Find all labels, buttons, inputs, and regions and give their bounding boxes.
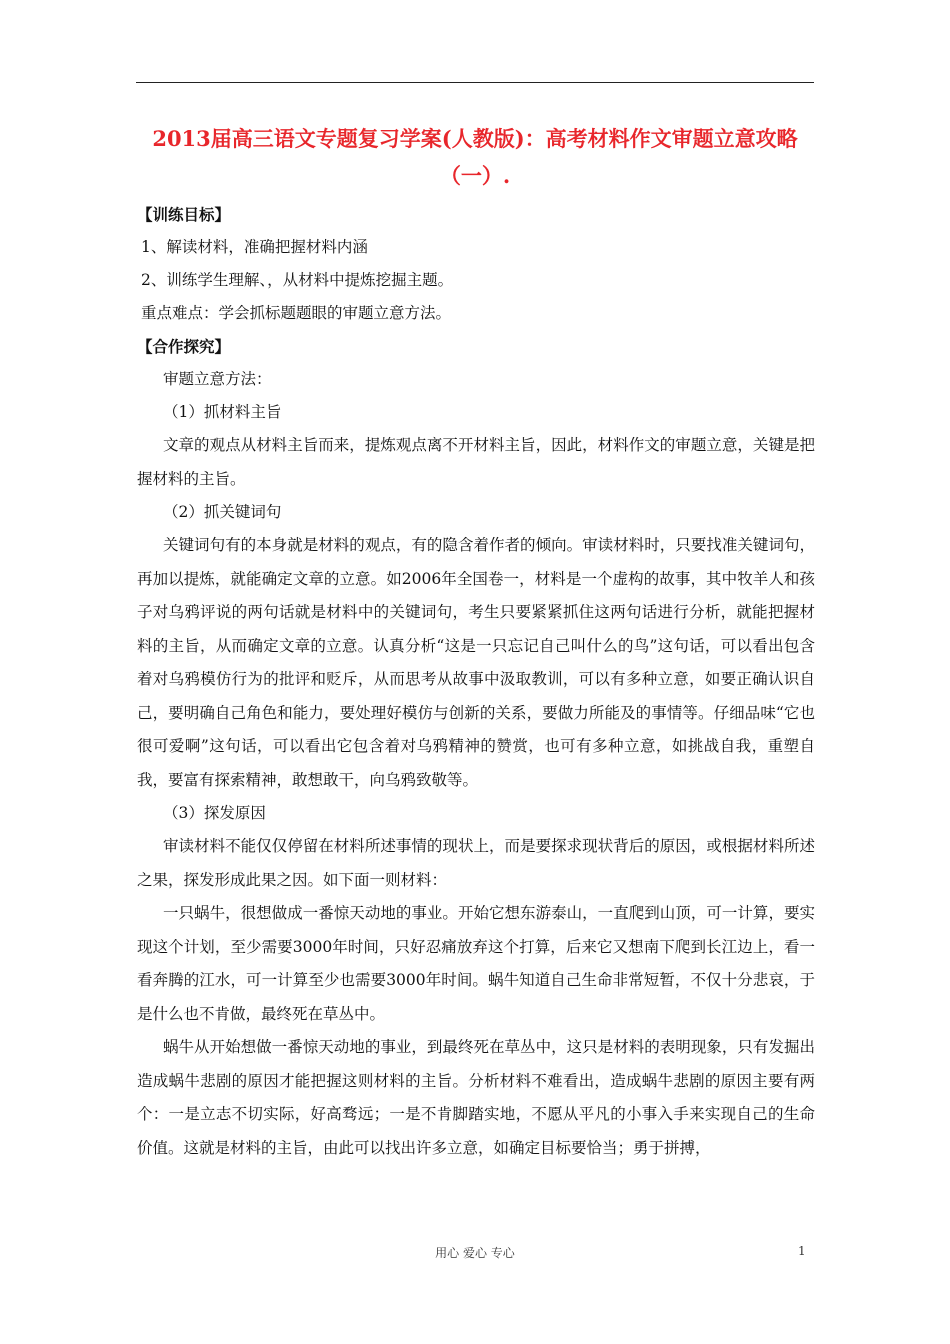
snail-analysis: 蜗牛从开始想做一番惊天动地的事业，到最终死在草丛中，这只是材料的表明现象，只有发掘出造成蜗牛悲剧的原因才能把握这则材料的主旨。分析材料不难看出，造成蜗牛悲剧的原因主要有两个：一是立志不切实际，好高骛远；一是不肯脚踏实地，不愿从平凡的小事入手来实现自己的生命价值。这就是材料的主旨，由此可以找出许多立意，如确定目标要恰当；勇于拼搏， <box>137 1038 815 1157</box>
document-body <box>137 198 815 1165</box>
section-heading-training-goals: 【训练目标】 <box>137 205 231 224</box>
section-heading-cooperative-exploration: 【合作探究】 <box>137 337 231 356</box>
method-1-title: （1）抓材料主旨 <box>163 403 282 421</box>
footer-motto: 用心 爱心 专心 <box>435 1246 515 1260</box>
method-2-text: 关键词句有的本身就是材料的观点，有的隐含着作者的倾向。审读材料时，只要找准关键词句，再加以提炼，就能确定文章的立意。如2006年全国卷一，材料是一个虚构的故事，其中牧羊人和孩子对乌鸦评说的两句话就是材料中的关键词句，考生只要紧紧抓住这两句话进行分析，就能把握材料的主旨，从而确定文章的立意。认真分析“这是一只忘记自己叫什么的鸟”这句话，可以看出包含着对乌鸦模仿行为的批评和贬斥，从而思考从故事中汲取教训，可以有多种立意，如要正确认识自己，要明确自己角色和能力，要处理好模仿与创新的关系，要做力所能及的事情等。仔细品味“它也很可爱啊”这句话，可以看出它包含着对乌鸦精神的赞赏，也可有多种立意，如挑战自我，重塑自我，要富有探索精神，敢想敢干，向乌鸦致敬等。 <box>137 536 815 789</box>
document-title: 2013届高三语文专题复习学案(人教版)：高考材料作文审题立意攻略（一）. <box>152 126 798 188</box>
method-1-text: 文章的观点从材料主旨而来，提炼观点离不开材料主旨，因此，材料作文的审题立意，关键是把握材料的主旨。 <box>137 436 815 488</box>
goal-item-1: 1、解读材料，准确把握材料内涵 <box>141 238 368 256</box>
snail-story: 一只蜗牛，很想做成一番惊天动地的事业。开始它想东游泰山，一直爬到山顶，可一计算，要实现这个计划，至少需要3000年时间，只好忍痛放弃这个打算，后来它又想南下爬到长江边上，看一看奔腾的江水，可一计算至少也需要3000年时间。蜗牛知道自己生命非常短暂，不仅十分悲哀，于是什么也不肯做，最终死在草丛中。 <box>137 904 815 1023</box>
method-label: 审题立意方法： <box>163 370 272 388</box>
page-number: 1 <box>798 1244 806 1258</box>
method-3-title: （3）探发原因 <box>163 804 266 822</box>
key-difficulty: 重点难点：学会抓标题题眼的审题立意方法。 <box>141 304 452 322</box>
goal-item-2: 2、训练学生理解、，从材料中提炼挖掘主题。 <box>141 271 454 289</box>
method-2-title: （2）抓关键词句 <box>163 503 282 521</box>
header-rule <box>136 82 814 83</box>
method-3-text: 审读材料不能仅仅停留在材料所述事情的现状上，而是要探求现状背后的原因，或根据材料所述之果，探发形成此果之因。如下面一则材料： <box>137 837 815 889</box>
